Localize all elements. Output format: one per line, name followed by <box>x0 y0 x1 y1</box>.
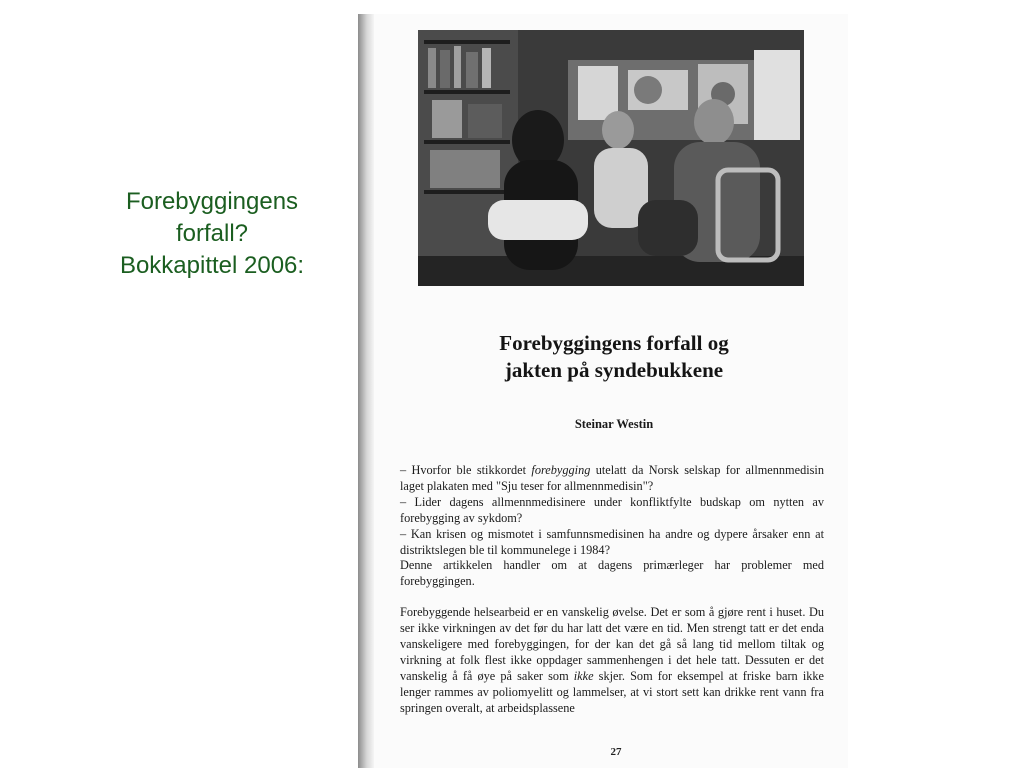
slide-title-line-2: forfall? <box>175 220 249 247</box>
body-paragraph-text-start: Forebyggende helsearbeid er en vanskelig øvelse. Det er som å gjøre rent i huset. Du ser ikke virkningen av det før du har latt det være en tid. Men strengt tatt er det enda vanskeligere med forebyggingen, for der kan det gå så lang tid mellom tiltak og virkning at folk flest ikke oppdager sammenhengen i det hele tatt. Dessuten er det vanskelig å få øye på saker som <box>400 605 824 683</box>
intro-statement-text: Denne artikkelen handler om at dagens primærleger har problemer med forebyggingen. <box>400 558 824 589</box>
intro-statement <box>400 558 824 590</box>
chapter-title-line-2: jakten på syndebukkene <box>504 358 724 382</box>
author-name: Steinar Westin <box>574 417 654 431</box>
page-binding-shadow <box>358 14 374 768</box>
question-2 <box>400 495 824 527</box>
question-1 <box>400 463 824 495</box>
body-paragraph-text-end: skjer. Som for eksempel at friske barn ikke lenger rammes av poliomyelitt og lammelser, at vi stort sett kan drikke rent vann fra springen overalt, at arbeidsplassene <box>400 668 824 715</box>
question-3-text: – Kan krisen og mismotet i samfunnsmedisinen ha andre og dypere årsaker enn at distriktslegen ble til kommunelege i 1984? <box>400 526 824 557</box>
page-number: 27 <box>610 746 622 758</box>
scanned-book-page <box>358 14 848 768</box>
question-1-text-start: – Hvorfor ble stikkordet <box>400 463 532 477</box>
slide-title <box>80 186 344 282</box>
body-paragraph-emphasis: ikke <box>573 668 594 683</box>
question-1-text-end: utelatt da Norsk selskap for allmennmedisin laget plakaten med "Sju teser for allmennmedisin"? <box>400 463 824 493</box>
question-3 <box>400 527 824 559</box>
photo-consultation-room <box>418 30 804 286</box>
body-paragraph <box>400 605 824 716</box>
slide-title-line-3: Bokkapittel 2006: <box>119 252 305 279</box>
question-1-emphasis: forebygging <box>531 463 591 477</box>
photo-illustration <box>418 30 804 286</box>
article-body <box>400 463 824 717</box>
chapter-title-line-1: Forebyggingens forfall og <box>499 331 729 355</box>
slide-title-line-1: Forebyggingens <box>125 188 299 215</box>
question-2-text: – Lider dagens allmennmedisinere under konfliktfylte budskap om nytten av forebygging av sykdom? <box>400 494 824 525</box>
chapter-title <box>454 330 774 384</box>
